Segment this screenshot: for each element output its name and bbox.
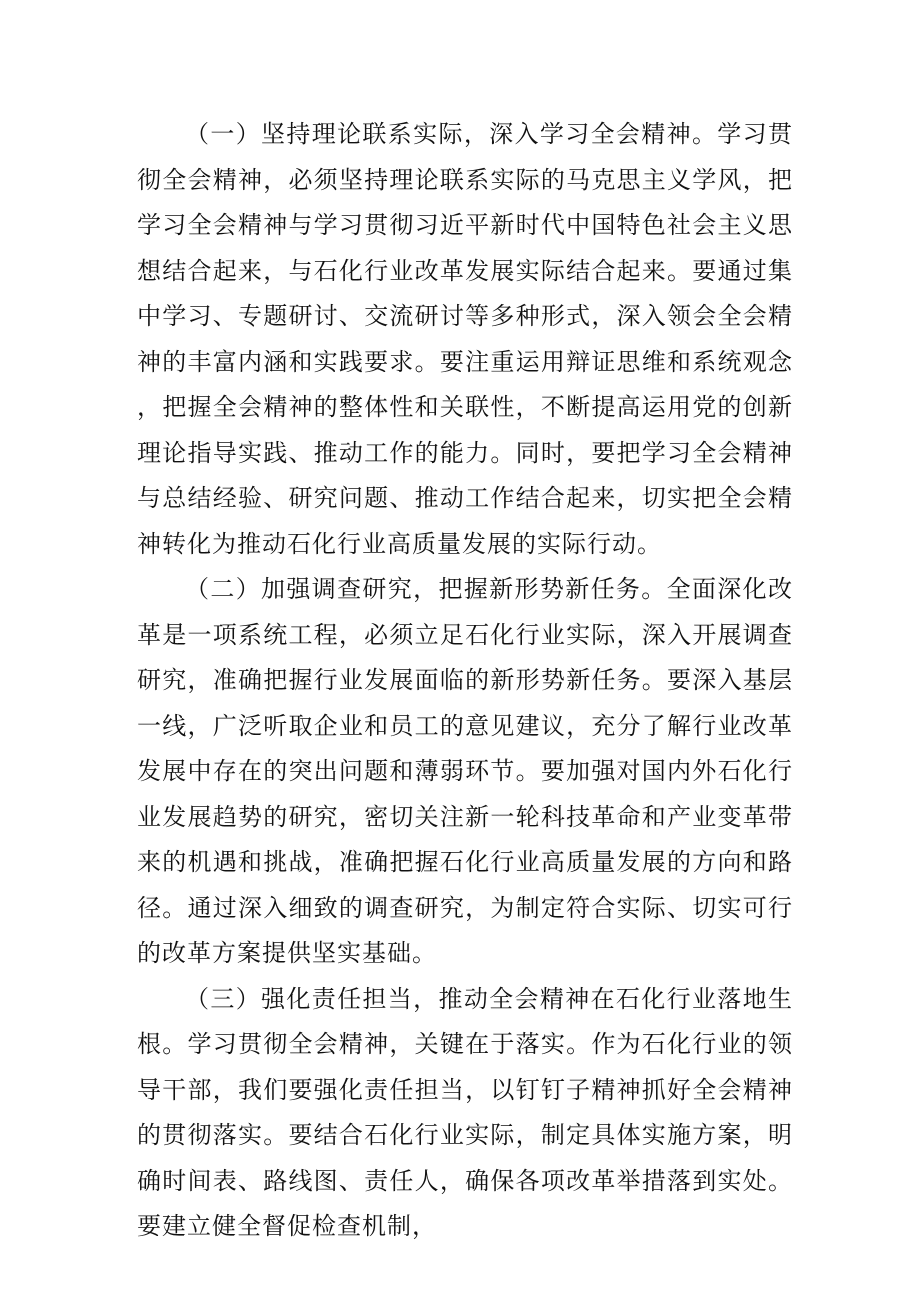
paragraph-2: （二）加强调查研究，把握新形势新任务。全面深化改革是一项系统工程，必须立足石化行业实际，深入开展调查研究，准确把握行业发展面临的新形势新任务。要深入基层一线，广泛听取企业和员工的意见建议，充分了解行业改革发展中存在的突出问题和薄弱环节。要加强对国内外石化行业发展趋势的研究，密切关注新一轮科技革命和产业变革带来的机遇和挑战，准确把握石化行业高质量发展的方向和路径。通过深入细致的调查研究，为制定符合实际、切实可行的改革方案提供坚实基础。 [137, 575, 793, 967]
document-body [137, 112, 793, 1250]
paragraph-1: （一）坚持理论联系实际，深入学习全会精神。学习贯彻全会精神，必须坚持理论联系实际的马克思主义学风，把学习全会精神与学习贯彻习近平新时代中国特色社会主义思想结合起来，与石化行业改革发展实际结合起来。要通过集中学习、专题研讨、交流研讨等多种形式，深入领会全会精神的丰富内涵和实践要求。要注重运用辩证思维和系统观念，把握全会精神的整体性和关联性，不断提高运用党的创新理论指导实践、推动工作的能力。同时，要把学习全会精神与总结经验、研究问题、推动工作结合起来，切实把全会精神转化为推动石化行业高质量发展的实际行动。 [137, 120, 793, 558]
paragraph-3: （三）强化责任担当，推动全会精神在石化行业落地生根。学习贯彻全会精神，关键在于落实。作为石化行业的领导干部，我们要强化责任担当，以钉钉子精神抓好全会精神的贯彻落实。要结合石化行业实际，制定具体实施方案，明确时间表、路线图、责任人，确保各项改革举措落到实处。要建立健全督促检查机制， [137, 984, 793, 1240]
